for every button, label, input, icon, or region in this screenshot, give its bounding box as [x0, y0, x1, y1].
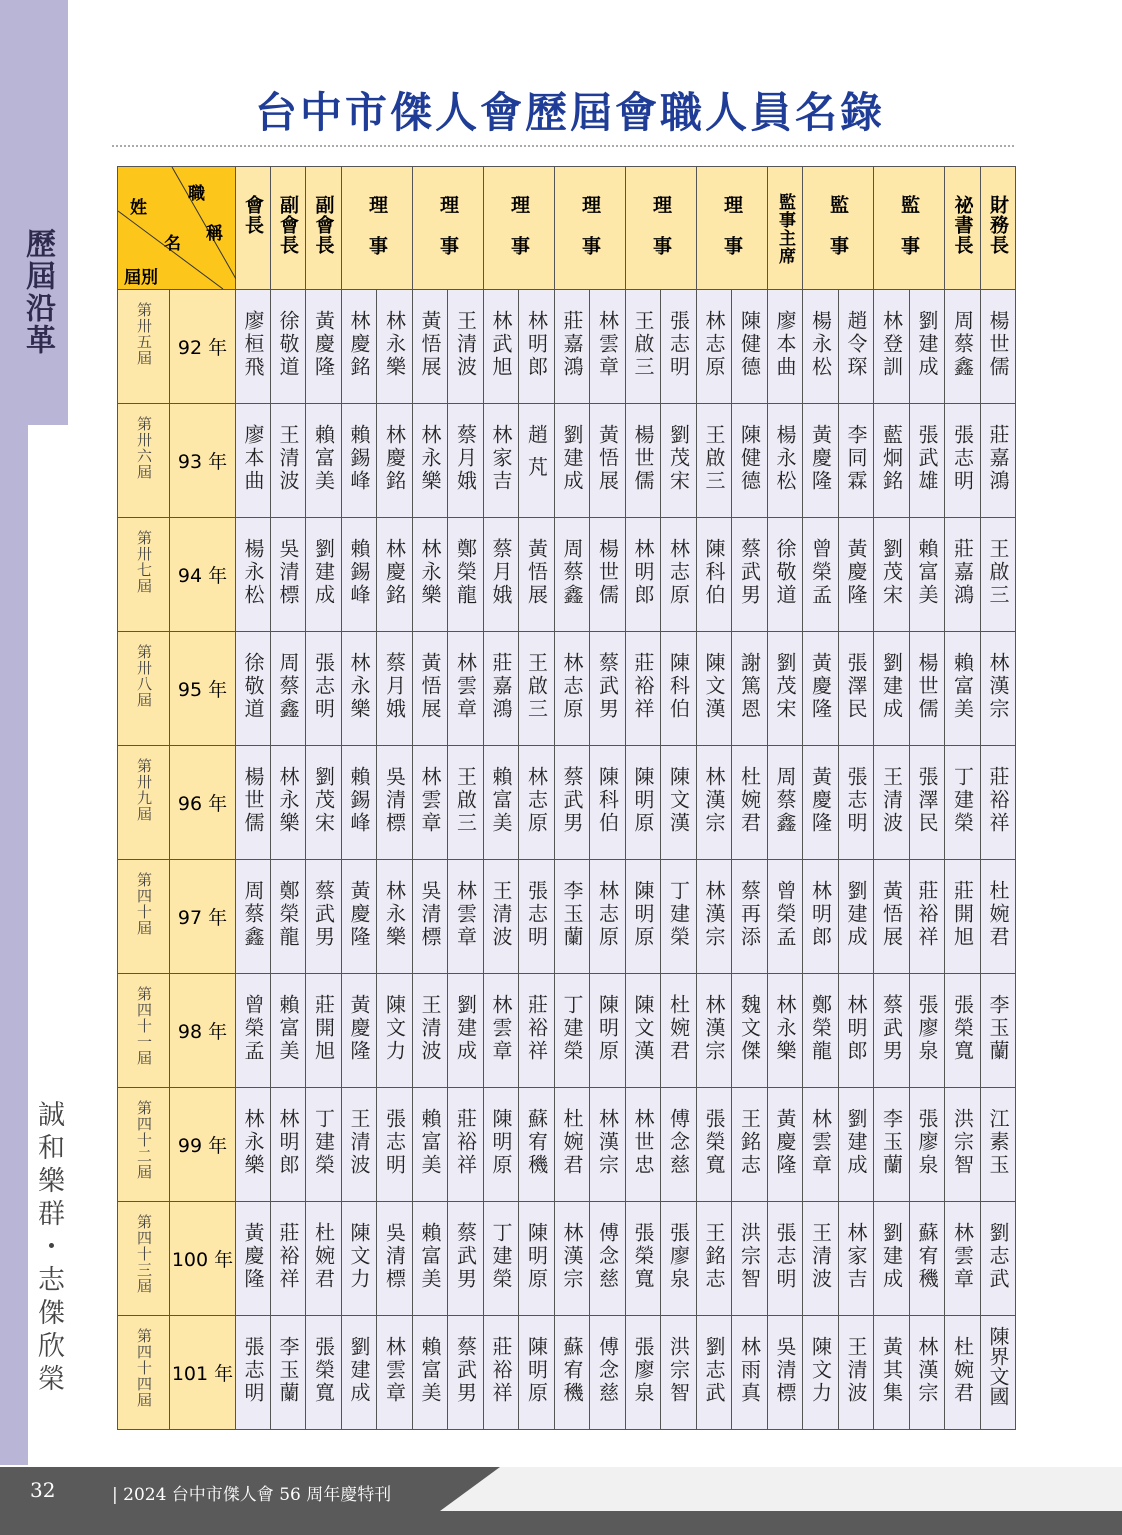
col-header: 副會長	[271, 167, 306, 290]
name-cell: 張志明	[306, 632, 342, 746]
page-title: 台中市傑人會歷屆會職人員名錄	[254, 88, 885, 137]
name-cell: 林漢宗	[697, 974, 732, 1088]
name-cell: 李玉蘭	[981, 974, 1016, 1088]
name-cell: 林雲章	[448, 632, 484, 746]
name-cell: 林雲章	[377, 1316, 413, 1430]
name-cell: 楊永松	[236, 518, 271, 632]
term-cell: 第卅五屆	[118, 290, 170, 404]
name-cell: 張澤民	[910, 746, 945, 860]
col-header: 副會長	[306, 167, 342, 290]
name-cell: 廖桓飛	[236, 290, 271, 404]
name-cell: 莊開旭	[945, 860, 981, 974]
name-cell: 林家吉	[839, 1202, 874, 1316]
name-cell: 鄭榮龍	[271, 860, 306, 974]
motto: 誠和樂群・志傑欣榮	[33, 1100, 64, 1397]
year-cell: 95 年	[170, 632, 236, 746]
name-cell: 賴富美	[413, 1202, 448, 1316]
name-cell: 陳明原	[484, 1088, 519, 1202]
name-cell: 林漢宗	[910, 1316, 945, 1430]
name-cell: 楊永松	[768, 404, 803, 518]
name-cell: 黃悟展	[519, 518, 555, 632]
name-cell: 鄭榮龍	[803, 974, 839, 1088]
name-cell: 賴富美	[413, 1088, 448, 1202]
name-cell: 林雲章	[413, 746, 448, 860]
name-cell: 陳科伯	[697, 518, 732, 632]
roster-row	[118, 1316, 1052, 1430]
term-cell: 第四十三屆	[118, 1202, 170, 1316]
roster-row	[118, 974, 1052, 1088]
name-cell: 趙令琛	[839, 290, 874, 404]
name-cell: 謝篤恩	[732, 632, 768, 746]
name-cell: 周蔡鑫	[271, 632, 306, 746]
name-cell: 林武旭	[484, 290, 519, 404]
name-cell: 賴富美	[306, 404, 342, 518]
name-cell: 蔡武男	[555, 746, 590, 860]
name-cell: 劉建成	[448, 974, 484, 1088]
name-cell: 蔡月娥	[484, 518, 519, 632]
name-cell: 林雲章	[945, 1202, 981, 1316]
term-cell: 第四十四屆	[118, 1316, 170, 1430]
name-cell: 王清波	[803, 1202, 839, 1316]
name-cell: 賴錫峰	[342, 746, 377, 860]
name-cell: 蔡武男	[590, 632, 626, 746]
corner-label-name-b: 名	[164, 234, 181, 254]
name-cell: 林慶銘	[377, 404, 413, 518]
name-cell: 莊嘉鴻	[981, 404, 1016, 518]
name-cell: 林登訓	[874, 290, 910, 404]
name-cell: 林明郎	[839, 974, 874, 1088]
name-cell: 黃慶隆	[768, 1088, 803, 1202]
name-cell: 劉茂宋	[306, 746, 342, 860]
name-cell: 王啟三	[448, 746, 484, 860]
name-cell: 林志原	[697, 290, 732, 404]
roster-row	[118, 632, 1052, 746]
year-cell: 92 年	[170, 290, 236, 404]
name-cell: 莊裕祥	[484, 1316, 519, 1430]
name-cell: 張廖泉	[910, 1088, 945, 1202]
term-cell: 第卅七屆	[118, 518, 170, 632]
name-cell: 張志明	[661, 290, 697, 404]
name-cell: 黃悟展	[590, 404, 626, 518]
name-cell: 莊嘉鴻	[555, 290, 590, 404]
name-cell: 林家吉	[484, 404, 519, 518]
name-cell: 林明郎	[803, 860, 839, 974]
name-cell: 李玉蘭	[874, 1088, 910, 1202]
name-cell: 徐敬道	[271, 290, 306, 404]
name-cell: 陳明原	[519, 1316, 555, 1430]
name-cell: 楊世儒	[910, 632, 945, 746]
name-cell: 楊永松	[803, 290, 839, 404]
name-cell: 丁建榮	[661, 860, 697, 974]
name-cell: 曾榮孟	[236, 974, 271, 1088]
name-cell: 傅念慈	[590, 1202, 626, 1316]
name-cell: 林永樂	[236, 1088, 271, 1202]
year-cell: 97 年	[170, 860, 236, 974]
name-cell: 張榮寬	[306, 1316, 342, 1430]
col-header: 財務長	[981, 167, 1016, 290]
corner-label-top: 職	[188, 184, 205, 204]
name-cell: 莊裕祥	[271, 1202, 306, 1316]
year-cell: 98 年	[170, 974, 236, 1088]
name-cell: 林雲章	[803, 1088, 839, 1202]
name-cell: 陳文力	[803, 1316, 839, 1430]
name-cell: 林漢宗	[697, 746, 732, 860]
name-cell: 陳文力	[342, 1202, 377, 1316]
name-cell: 陳科伯	[661, 632, 697, 746]
name-cell: 莊嘉鴻	[945, 518, 981, 632]
name-cell: 賴富美	[271, 974, 306, 1088]
name-cell: 林永樂	[271, 746, 306, 860]
name-cell: 丁建榮	[945, 746, 981, 860]
name-cell: 曾榮孟	[768, 860, 803, 974]
name-cell: 林永樂	[413, 404, 448, 518]
name-cell: 陳健德	[732, 290, 768, 404]
name-cell: 張廖泉	[910, 974, 945, 1088]
name-cell: 張志明	[945, 404, 981, 518]
name-cell: 魏文傑	[732, 974, 768, 1088]
name-cell: 劉建成	[874, 1202, 910, 1316]
name-cell: 王清波	[874, 746, 910, 860]
name-cell: 杜婉君	[306, 1202, 342, 1316]
name-cell: 莊嘉鴻	[484, 632, 519, 746]
name-cell: 陳科伯	[590, 746, 626, 860]
name-cell: 張榮寬	[945, 974, 981, 1088]
name-cell: 洪宗智	[732, 1202, 768, 1316]
name-cell: 劉志武	[697, 1316, 732, 1430]
name-cell: 莊裕祥	[519, 974, 555, 1088]
term-cell: 第卅八屆	[118, 632, 170, 746]
name-cell: 賴富美	[413, 1316, 448, 1430]
name-cell: 林漢宗	[697, 860, 732, 974]
side-label: 歷屆沿革	[20, 228, 55, 356]
col-header: 理事	[413, 167, 484, 290]
name-cell: 王清波	[484, 860, 519, 974]
name-cell: 林雲章	[448, 860, 484, 974]
name-cell: 洪宗智	[661, 1316, 697, 1430]
name-cell: 王清波	[448, 290, 484, 404]
name-cell: 楊世儒	[590, 518, 626, 632]
name-cell: 賴富美	[945, 632, 981, 746]
name-cell: 楊世儒	[236, 746, 271, 860]
name-cell: 蔡武男	[874, 974, 910, 1088]
name-cell: 劉建成	[910, 290, 945, 404]
dotted-divider	[112, 145, 1014, 147]
name-cell: 吳清標	[271, 518, 306, 632]
name-cell: 廖本曲	[768, 290, 803, 404]
roster-row	[118, 860, 1052, 974]
corner-label-title: 稱	[206, 224, 223, 244]
name-cell: 莊裕祥	[910, 860, 945, 974]
name-cell: 黃慶隆	[803, 746, 839, 860]
name-cell: 王啟三	[697, 404, 732, 518]
name-cell: 陳文漢	[626, 974, 661, 1088]
name-cell: 蘇宥穖	[555, 1316, 590, 1430]
name-cell: 賴富美	[484, 746, 519, 860]
name-cell: 李同霖	[839, 404, 874, 518]
name-cell: 劉茂宋	[661, 404, 697, 518]
name-cell: 杜婉君	[981, 860, 1016, 974]
name-cell: 吳清標	[768, 1316, 803, 1430]
name-cell: 徐敬道	[768, 518, 803, 632]
name-cell: 黃慶隆	[803, 632, 839, 746]
name-cell: 林明郎	[519, 290, 555, 404]
name-cell: 陳明原	[626, 860, 661, 974]
col-header: 監事主席	[768, 167, 803, 290]
name-cell: 林漢宗	[981, 632, 1016, 746]
name-cell: 杜婉君	[945, 1316, 981, 1430]
col-header: 理事	[697, 167, 768, 290]
name-cell: 劉建成	[555, 404, 590, 518]
name-cell: 張澤民	[839, 632, 874, 746]
name-cell: 劉建成	[874, 632, 910, 746]
name-cell: 陳健德	[732, 404, 768, 518]
corner-header	[118, 167, 236, 290]
name-cell: 林明郎	[271, 1088, 306, 1202]
col-header: 理事	[555, 167, 626, 290]
name-cell: 張廖泉	[661, 1202, 697, 1316]
name-cell: 王銘志	[732, 1088, 768, 1202]
year-cell: 94 年	[170, 518, 236, 632]
year-cell: 96 年	[170, 746, 236, 860]
name-cell: 賴富美	[910, 518, 945, 632]
name-cell: 杜婉君	[555, 1088, 590, 1202]
side-tab-corner	[28, 365, 68, 425]
year-cell: 101 年	[170, 1316, 236, 1430]
name-cell: 林志原	[519, 746, 555, 860]
name-cell: 林志原	[555, 632, 590, 746]
corner-label-term: 屆別	[124, 268, 158, 288]
name-cell: 陳界文國	[981, 1316, 1016, 1430]
name-cell: 鄭榮龍	[448, 518, 484, 632]
corner-label-name-a: 姓	[130, 198, 147, 218]
name-cell: 徐敬道	[236, 632, 271, 746]
name-cell: 趙 芃	[519, 404, 555, 518]
name-cell: 莊裕祥	[981, 746, 1016, 860]
name-cell: 吳清標	[377, 746, 413, 860]
name-cell: 林世忠	[626, 1088, 661, 1202]
name-cell: 張廖泉	[626, 1316, 661, 1430]
name-cell: 張榮寬	[626, 1202, 661, 1316]
page-number: 32	[30, 1478, 56, 1502]
name-cell: 曾榮孟	[803, 518, 839, 632]
name-cell: 王清波	[839, 1316, 874, 1430]
publication-title: | 2024 台中市傑人會 56 周年慶特刊	[112, 1485, 392, 1505]
name-cell: 蔡月娥	[377, 632, 413, 746]
name-cell: 陳文漢	[697, 632, 732, 746]
term-cell: 第四十二屆	[118, 1088, 170, 1202]
name-cell: 劉茂宋	[874, 518, 910, 632]
name-cell: 林永樂	[342, 632, 377, 746]
name-cell: 周蔡鑫	[768, 746, 803, 860]
name-cell: 陳文力	[377, 974, 413, 1088]
name-cell: 黃慶隆	[342, 974, 377, 1088]
name-cell: 黃慶隆	[839, 518, 874, 632]
name-cell: 蘇宥穖	[910, 1202, 945, 1316]
name-cell: 李玉蘭	[555, 860, 590, 974]
name-cell: 江素玉	[981, 1088, 1016, 1202]
footer-bar	[0, 1511, 1122, 1535]
term-cell: 第卅九屆	[118, 746, 170, 860]
year-cell: 100 年	[170, 1202, 236, 1316]
name-cell: 劉建成	[839, 860, 874, 974]
name-cell: 藍炯銘	[874, 404, 910, 518]
name-cell: 黃其集	[874, 1316, 910, 1430]
roster-row	[118, 746, 1052, 860]
col-header: 理事	[626, 167, 697, 290]
name-cell: 蔡月娥	[448, 404, 484, 518]
name-cell: 黃慶隆	[306, 290, 342, 404]
name-cell: 劉茂宋	[768, 632, 803, 746]
name-cell: 王啟三	[626, 290, 661, 404]
col-header: 監事	[874, 167, 945, 290]
name-cell: 吳清標	[413, 860, 448, 974]
col-header: 監事	[803, 167, 874, 290]
name-cell: 陳文漢	[661, 746, 697, 860]
name-cell: 廖本曲	[236, 404, 271, 518]
name-cell: 周蔡鑫	[945, 290, 981, 404]
side-tab	[0, 0, 68, 425]
col-header: 理事	[342, 167, 413, 290]
name-cell: 林明郎	[626, 518, 661, 632]
name-cell: 丁建榮	[306, 1088, 342, 1202]
name-cell: 陳明原	[626, 746, 661, 860]
name-cell: 莊裕祥	[626, 632, 661, 746]
name-cell: 林永樂	[413, 518, 448, 632]
roster-row	[118, 290, 1052, 404]
roster-table	[117, 166, 1052, 1430]
col-header: 理事	[484, 167, 555, 290]
name-cell: 張志明	[768, 1202, 803, 1316]
name-cell: 林永樂	[377, 860, 413, 974]
name-cell: 賴錫峰	[342, 404, 377, 518]
name-cell: 黃悟展	[413, 632, 448, 746]
name-cell: 林志原	[590, 860, 626, 974]
name-cell: 杜婉君	[732, 746, 768, 860]
name-cell: 蔡武男	[448, 1202, 484, 1316]
name-cell: 張志明	[236, 1316, 271, 1430]
name-cell: 劉志武	[981, 1202, 1016, 1316]
col-header: 會長	[236, 167, 271, 290]
roster-row	[118, 404, 1052, 518]
name-cell: 黃悟展	[874, 860, 910, 974]
name-cell: 丁建榮	[555, 974, 590, 1088]
name-cell: 林永樂	[768, 974, 803, 1088]
term-cell: 第四十屆	[118, 860, 170, 974]
name-cell: 蔡武男	[306, 860, 342, 974]
name-cell: 陳明原	[590, 974, 626, 1088]
col-header: 祕書長	[945, 167, 981, 290]
name-cell: 蔡武男	[732, 518, 768, 632]
name-cell: 劉建成	[839, 1088, 874, 1202]
name-cell: 陳明原	[519, 1202, 555, 1316]
name-cell: 劉建成	[342, 1316, 377, 1430]
name-cell: 張志明	[839, 746, 874, 860]
name-cell: 周蔡鑫	[236, 860, 271, 974]
name-cell: 黃慶隆	[342, 860, 377, 974]
name-cell: 楊世儒	[981, 290, 1016, 404]
name-cell: 林雲章	[484, 974, 519, 1088]
name-cell: 林漢宗	[555, 1202, 590, 1316]
name-cell: 莊開旭	[306, 974, 342, 1088]
name-cell: 王清波	[342, 1088, 377, 1202]
name-cell: 蔡武男	[448, 1316, 484, 1430]
name-cell: 林雲章	[590, 290, 626, 404]
name-cell: 劉建成	[306, 518, 342, 632]
name-cell: 黃慶隆	[236, 1202, 271, 1316]
name-cell: 林雨真	[732, 1316, 768, 1430]
roster-row	[118, 518, 1052, 632]
name-cell: 黃悟展	[413, 290, 448, 404]
footer-tab-corner	[440, 1467, 500, 1511]
name-cell: 杜婉君	[661, 974, 697, 1088]
name-cell: 丁建榮	[484, 1202, 519, 1316]
name-cell: 王清波	[271, 404, 306, 518]
name-cell: 王銘志	[697, 1202, 732, 1316]
name-cell: 張武雄	[910, 404, 945, 518]
name-cell: 林漢宗	[590, 1088, 626, 1202]
name-cell: 周蔡鑫	[555, 518, 590, 632]
name-cell: 蘇宥穖	[519, 1088, 555, 1202]
term-cell: 第卅六屆	[118, 404, 170, 518]
year-cell: 93 年	[170, 404, 236, 518]
name-cell: 王啟三	[981, 518, 1016, 632]
name-cell: 吳清標	[377, 1202, 413, 1316]
year-cell: 99 年	[170, 1088, 236, 1202]
name-cell: 林永樂	[377, 290, 413, 404]
name-cell: 林慶銘	[377, 518, 413, 632]
name-cell: 李玉蘭	[271, 1316, 306, 1430]
term-cell: 第四十一屆	[118, 974, 170, 1088]
roster-row	[118, 1088, 1052, 1202]
name-cell: 黃慶隆	[803, 404, 839, 518]
name-cell: 莊裕祥	[448, 1088, 484, 1202]
name-cell: 賴錫峰	[342, 518, 377, 632]
name-cell: 林慶銘	[342, 290, 377, 404]
name-cell: 張榮寬	[697, 1088, 732, 1202]
header-row	[118, 167, 1052, 290]
name-cell: 傅念慈	[661, 1088, 697, 1202]
name-cell: 張志明	[377, 1088, 413, 1202]
name-cell: 傅念慈	[590, 1316, 626, 1430]
name-cell: 洪宗智	[945, 1088, 981, 1202]
name-cell: 王清波	[413, 974, 448, 1088]
name-cell: 蔡再添	[732, 860, 768, 974]
name-cell: 王啟三	[519, 632, 555, 746]
name-cell: 楊世儒	[626, 404, 661, 518]
name-cell: 張志明	[519, 860, 555, 974]
roster-row	[118, 1202, 1052, 1316]
name-cell: 林志原	[661, 518, 697, 632]
